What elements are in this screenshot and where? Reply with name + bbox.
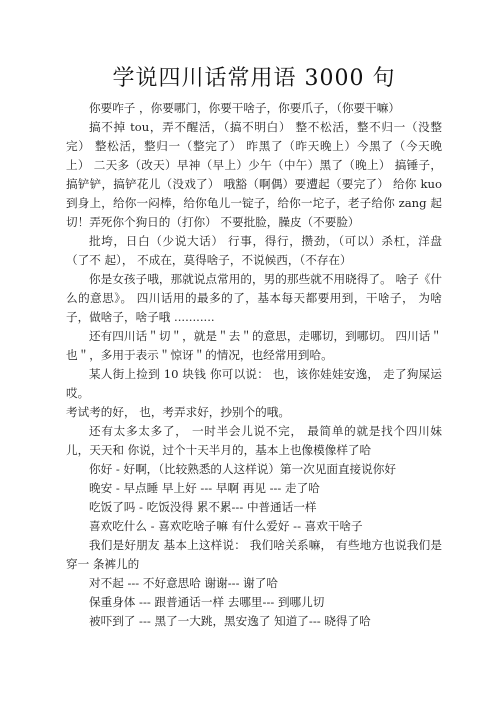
paragraph: 搞不掉 tou，弄不醒活，（搞不明白） 整不松活，整不归一（没整完） 整松活，整归一（整完了） 昨黑了（昨天晚上）今黑了（今天晚上） 二天多（改天）早神（早上）少午（中午）黑了（晚上） 搞锤子，搞铲铲，搞铲花儿（没戏了） 哦豁（啊偶）要遭起（要完了） 给你 kuo 到身上，给你一闷棒，给你龟儿一锭子，给你一坨子，老子给你 zang 起切！弄死你个狗日的（打你） 不要批脸，臊皮（不要脸）: [66, 120, 442, 229]
paragraph: 考试考的好， 也，考弄求好，抄别个的哦。: [66, 405, 290, 419]
paragraph: 我们是好朋友 基本上这样说： 我们啥关系嘛， 有些地方也说我们是穿一 条裤儿的: [66, 538, 442, 571]
paragraph: 某人街上捡到 10 块钱 你可以说： 也，该你娃娃安逸， 走了狗屎运哎。: [66, 367, 442, 400]
paragraph: 还有太多太多了， 一时半会儿说不完， 最简单的就是找个四川妹儿，天天和 你说，过个十天半月的，基本上也像模像样了哈: [66, 424, 442, 457]
paragraph: 晚安 - 早点睡 早上好 --- 早啊 再见 --- 走了哈: [89, 481, 320, 495]
paragraph: 保重身体 --- 跟普通话一样 去哪里--- 到哪儿切: [89, 595, 325, 609]
document-title: 学说四川话常用语 3000 句: [112, 66, 396, 91]
document-body: [66, 99, 442, 631]
paragraph: 对不起 --- 不好意思哈 谢谢--- 谢了哈: [89, 576, 278, 590]
paragraph: 批垮，日白（少说大话） 行事，得行，攒劲，（可以）杀杠，洋盘（了不 起）， 不成在，莫得啥子，不说候西，（不存在）: [66, 234, 442, 267]
paragraph: 你要咋子 ，你要哪门，你要干啥子，你要爪子，（你要干嘛）: [89, 101, 400, 115]
paragraph: 被吓到了 --- 黑了一大跳，黑安逸了 知道了--- 晓得了哈: [89, 614, 371, 628]
paragraph: 还有四川话＂切＂，就是＂去＂的意思，走哪切，到哪切。 四川话＂也＂，多用于表示＂惊讶＂的情况，也经常用到哈。: [66, 329, 442, 362]
paragraph: 你是女孩子哦，那就说点常用的，男的那些就不用晓得了。 啥子《什么的意思》。 四川话用的最多的了，基本每天都要用到，干啥子， 为啥子，做啥子，啥子哦 ...........: [66, 272, 442, 324]
paragraph: 吃饭了吗 - 吃饭没得 累不累--- 中普通话一样: [89, 500, 317, 514]
paragraph: 喜欢吃什么 - 喜欢吃啥子嘛 有什么爱好 -- 喜欢干啥子: [89, 519, 363, 533]
paragraph: 你好 - 好啊，（比较熟悉的人这样说）第一次见面直接说你好: [89, 462, 396, 476]
document-page: [66, 0, 442, 631]
